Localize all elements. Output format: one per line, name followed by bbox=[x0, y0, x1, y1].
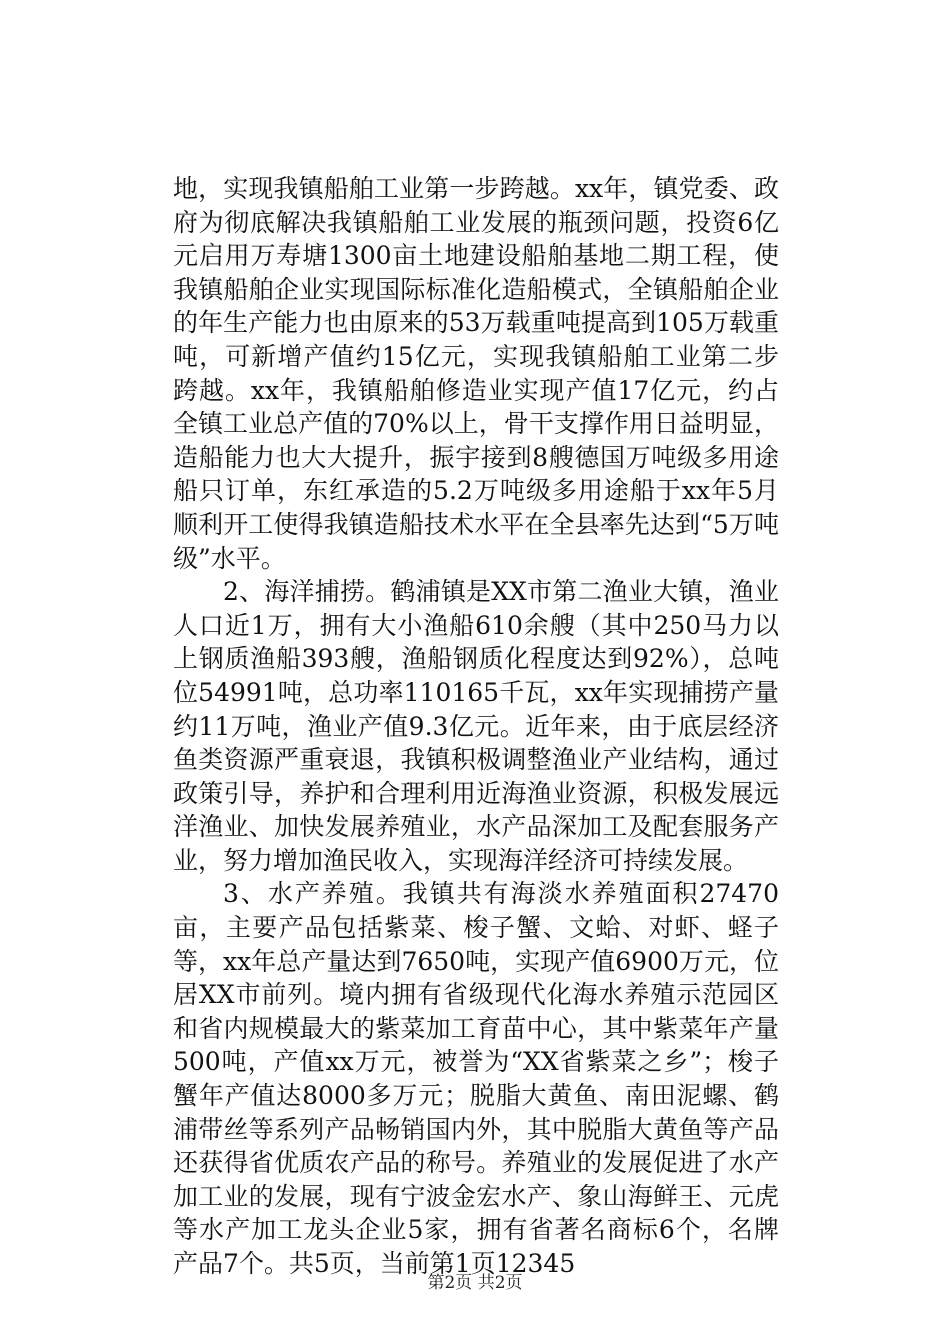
paragraph-aquaculture: 3、水产养殖。我镇共有海淡水养殖面积27470亩，主要产品包括紫菜、梭子蟹、文蛤、对虾、蛏子等，xx年总产量达到7650吨，实现产值6900万元，位居XX市前列。境内拥有省级现代化海水养殖示范园区和省内规模最大的紫菜加工育苗中心，其中紫菜年产量500吨，产值xx万元，被誉为“XX省紫菜之乡”；梭子蟹年产值达8000多万元；脱脂大黄鱼、南田泥螺、鹤浦带丝等系列产品畅销国内外，其中脱脂大黄鱼等产品还获得省优质农产品的称号。养殖业的发展促进了水产加工业的发展，现有宁波金宏水产、象山海鲜王、元虎等水产加工龙头企业5家，拥有省著名商标6个，名牌产品7个。共5页，当前第1页12345 bbox=[173, 879, 779, 1278]
paragraph-shipbuilding: 地，实现我镇船舶工业第一步跨越。xx年，镇党委、政府为彻底解决我镇船舶工业发展的瓶颈问题，投资6亿元启用万寿塘1300亩土地建设船舶基地二期工程，使我镇船舶企业实现国际标准化造船模式，全镇船舶企业的年生产能力也由原来的53万载重吨提高到105万载重吨，可新增产值约15亿元，实现我镇船舶工业第二步跨越。xx年，我镇船舶修造业实现产值17亿元，约占全镇工业总产值的70%以上，骨干支撑作用日益明显，造船能力也大大提升，振宇接到8艘德国万吨级多用途船只订单，东红承造的5.2万吨级多用途船于xx年5月顺利开工使得我镇造船技术水平在全县率先达到“5万吨级”水平。 bbox=[173, 174, 779, 573]
paragraph-marine-fishing: 2、海洋捕捞。鹤浦镇是XX市第二渔业大镇，渔业人口近1万，拥有大小渔船610余艘（其中250马力以上钢质渔船393艘，渔船钢质化程度达到92%），总吨位54991吨，总功率110165千瓦，xx年实现捕捞产量约11万吨，渔业产值9.3亿元。近年来，由于底层经济鱼类资源严重衰退，我镇积极调整渔业产业结构，通过政策引导，养护和合理利用近海渔业资源，积极发展远洋渔业、加快发展养殖业，水产品深加工及配套服务产业，努力增加渔民收入，实现海洋经济可持续发展。 bbox=[173, 577, 779, 875]
body-text bbox=[173, 172, 779, 1281]
page-footer: 第2页 共2页 bbox=[427, 1273, 523, 1293]
